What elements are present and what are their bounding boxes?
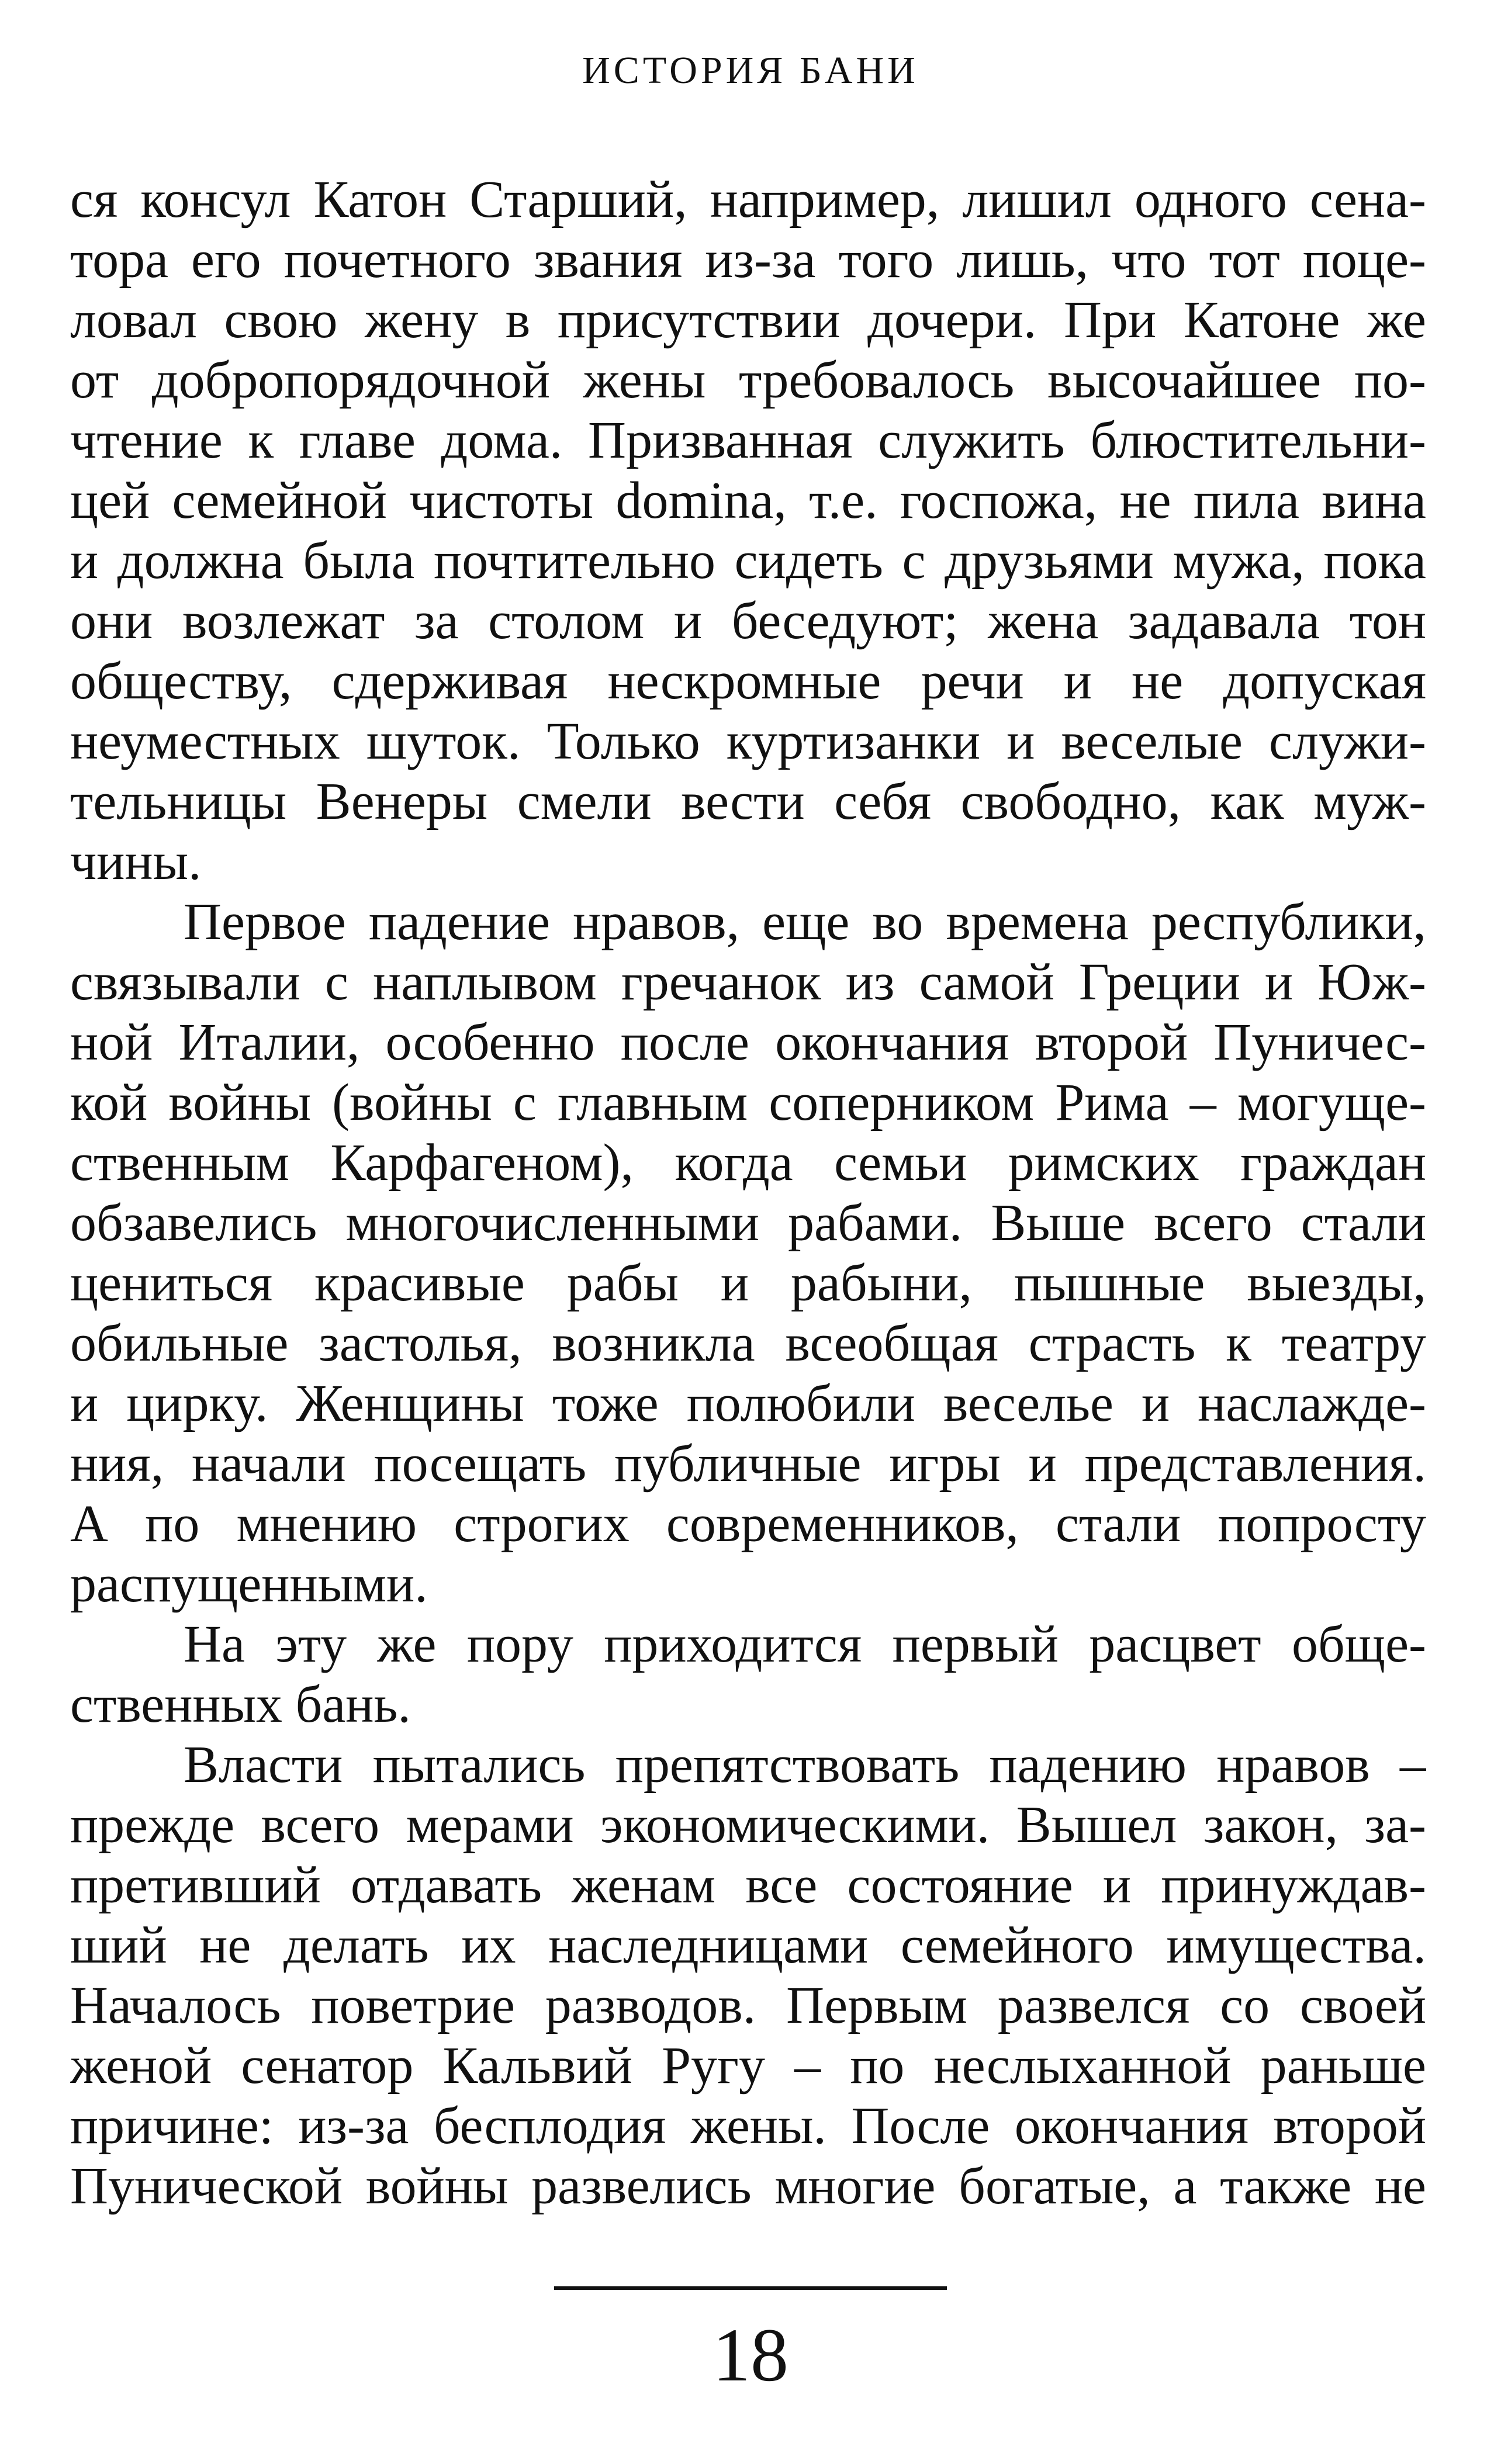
text-line: тора его почетного звания из-за того лишь, что тот поце-: [70, 231, 1426, 289]
text-line: На эту же пору приходится первый расцвет обще-: [184, 1615, 1426, 1673]
text-line: ния, начали посещать публичные игры и представления.: [70, 1435, 1426, 1493]
text-line: ственных бань.: [70, 1676, 411, 1733]
text-line: и должна была почтительно сидеть с друзьями мужа, пока: [70, 532, 1426, 590]
text-line: Власти пытались препятствовать падению нравов –: [184, 1736, 1426, 1794]
text-line: Первое падение нравов, еще во времена республики,: [184, 893, 1426, 951]
text-line: причине: из-за бесплодия жены. После окончания второй: [70, 2097, 1426, 2155]
text-line: обзавелись многочисленными рабами. Выше всего стали: [70, 1194, 1426, 1252]
text-line: от добропорядочной жены требовалось высочайшее по-: [70, 351, 1426, 409]
running-header: ИСТОРИЯ БАНИ: [582, 49, 919, 92]
text-line: ственным Карфагеном), когда семьи римских граждан: [70, 1134, 1426, 1192]
text-line: кой войны (войны с главным соперником Рима – могуще-: [70, 1074, 1426, 1131]
page-number: 18: [713, 2313, 788, 2397]
text-line: Пунической войны развелись многие богатые, а также не: [70, 2157, 1426, 2215]
text-line: претивший отдавать женам все состояние и принуждав-: [70, 1856, 1426, 1914]
footer-rule: [554, 2286, 947, 2290]
text-line: ной Италии, особенно после окончания второй Пуничес-: [70, 1013, 1426, 1071]
text-line: Началось поветрие разводов. Первым развелся со своей: [70, 1977, 1426, 2034]
text-line: прежде всего мерами экономическими. Вышел закон, за-: [70, 1796, 1426, 1854]
body-text: [70, 169, 1426, 2216]
text-line: чины.: [70, 833, 202, 891]
text-line: распущенными.: [70, 1555, 428, 1613]
text-line: и цирку. Женщины тоже полюбили веселье и наслажде-: [70, 1375, 1426, 1432]
text-line: цениться красивые рабы и рабыни, пышные выезды,: [70, 1254, 1426, 1312]
text-line: ся консул Катон Старший, например, лишил одного сена-: [70, 171, 1426, 229]
text-line: А по мнению строгих современников, стали попросту: [70, 1495, 1426, 1553]
text-line: связывали с наплывом гречанок из самой Греции и Юж-: [70, 953, 1426, 1011]
text-line: женой сенатор Кальвий Ругу – по неслыханной раньше: [70, 2037, 1426, 2095]
text-line: чтение к главе дома. Призванная служить блюстительни-: [70, 411, 1426, 469]
text-line: обществу, сдерживая нескромные речи и не допуская: [70, 652, 1426, 710]
text-line: тельницы Венеры смели вести себя свободно, как муж-: [70, 773, 1426, 830]
text-line: цей семейной чистоты domina, т.е. госпожа, не пила вина: [70, 472, 1426, 530]
text-line: ловал свою жену в присутствии дочери. При Катоне же: [70, 291, 1426, 349]
text-line: ший не делать их наследницами семейного имущества.: [70, 1916, 1426, 1974]
text-line: неуместных шуток. Только куртизанки и веселые служи-: [70, 712, 1426, 770]
text-line: обильные застолья, возникла всеобщая страсть к театру: [70, 1314, 1426, 1372]
text-line: они возлежат за столом и беседуют; жена задавала тон: [70, 592, 1426, 650]
